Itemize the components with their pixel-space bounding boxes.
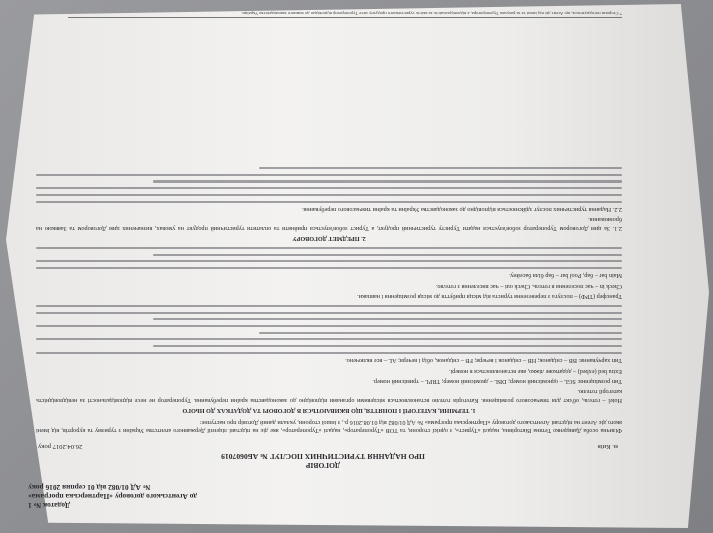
title-line1: ДОГОВІР [305,461,341,470]
title-line2: ПРО НАДАННЯ ТУРИСТИЧНИХ ПОСЛУГ № АБ0607019 [221,451,425,461]
intro-paragraph: Фізична особа Давиденко Тетяна Вікторівна, надалі «Турист», з однієї сторони, та ТОВ «Туроператор», надалі «Туроператор», яке діє на підставі ліцензії Державного агентства України з туризму та курортів, від імені якого діє Агент на підставі Агентського договору «Партнерська програма» № АД 01/082 від 01.08.2016 р., з іншої сторони, уклали даний Договір про наступне: [36,418,622,434]
section2-title: 2. ПРЕДМЕТ ДОГОВОРУ [292,235,366,243]
section1-paragraph: Hotel – готель, об'єкт для тимчасового розміщення. Категорія готелю встановлюється місцевими органами відповідно до законодавства країни перебування. Туроператор не несе відповідальності за невідповідність категорії готелю. [36,388,622,404]
term-item: Тип харчування: BB – сніданок; HB – сніданок і вечеря; FB – сніданок, обід і вечеря; AL – все включено. [345,357,622,365]
footnote: * Сторони погоджуються, що Агент діє від імені та за рахунок Туроператора, а відповідальність за якість туристичного продукту несе Туроператор відповідно до чинного законодавства України. [68,10,622,18]
section2-paragraph: 2.2. Надання туристичних послуг здійснюється відповідно до законодавства України та країни тимчасового перебування. [301,206,622,214]
blurred-text-block [36,247,622,269]
term-item: Check in – час поселення в готель. Check out – час виселення з готелю. [435,282,622,290]
attachment-header [28,482,268,510]
attachment-ref-line1: до Агентського договору «Партнерська програма» [28,491,198,501]
blurred-text-block [36,305,622,354]
term-item: Main bar – бар, Pool bar – бар біля басейну. [509,272,622,280]
attachment-label: Додаток № 1 [28,501,71,510]
place-date-line [28,440,618,450]
term-item: Extra bed (exbed) – додаткове ліжко, яке встановлюється в номері. [448,367,622,375]
section2-paragraph: 2.1. За цим Договором Туроператор зобов'язується надати Туристу туристичний продукт, а Турист зобов'язується прийняти та оплатити туристичний продукт на умовах, визначених цим Договором та Заявкою на бронювання. [36,216,622,232]
city-text: м. Київ [597,443,618,450]
attachment-ref-line2: № АД 01/082 від 01 серпня 2016 року [28,482,151,492]
document-page [28,6,678,518]
blurred-text-block [36,167,622,203]
section1-title: 1. ТЕРМІНИ, КАТЕГОРІЇ І ПОНЯТТЯ, ЩО ВЖИВАЮТЬСЯ В ДОГОВОРІ ТА ДОДАТКАХ ДО НЬОГО [182,407,476,415]
document-body [36,163,622,434]
document-title [28,451,618,470]
term-item: Тип розміщення: SGL – одномісний номер; DBL – двомісний номер; TRPL – тримісний номер. [372,377,622,385]
date-text: 26.04.2017 року [38,443,83,450]
term-item: Трансфер (ТРФ) – послуга з перевезення туриста від місця прибуття до місця розміщення і навпаки. [357,293,622,301]
